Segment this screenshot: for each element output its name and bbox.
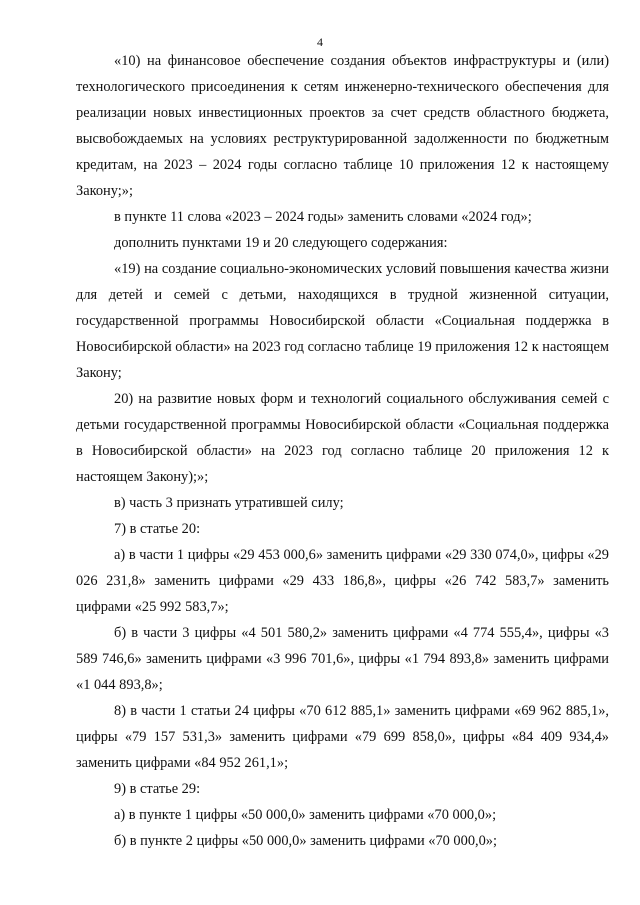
paragraph-part-3-void: в) часть 3 признать утратившей силу; (114, 495, 344, 511)
paragraph-article-29-item-1: а) в пункте 1 цифры «50 000,0» заменить цифрами «70 000,0»; (114, 807, 497, 823)
paragraph-article-20-part-1: а) в части 1 цифры «29 453 000,6» заменить цифрами «29 330 074,0», цифры «29 026 231,8» заменить цифрами «29 433 186,8», цифры «26 742 583,7» заменить цифрами «25 992 583,7»; (76, 547, 609, 615)
paragraph-add-items-intro: дополнить пунктами 19 и 20 следующего содержания: (114, 235, 448, 251)
page-number: 4 (317, 35, 323, 49)
paragraph-item-10: «10) на финансовое обеспечение создания объектов инфраструктуры и (или) технологического присоединения к сетям инженерно-технического обеспечения для реализации новых инвестиционных проектов за счет средств областного бюджета, высвобождаемых на условиях реструктурированной задолженности по бюджетным кредитам, на 2023 – 2024 годы согласно таблице 10 приложения 12 к настоящему Закону;»; (76, 53, 609, 199)
paragraph-item-19: «19) на создание социально-экономических условий повышения качества жизни для детей и семей с детьми, находящихся в трудной жизненной ситуации, государственной программы Новосибирской области «Социальная поддержка в Новосибирской области» на 2023 год согласно таблице 19 приложения 12 к настоящем Закону; (76, 261, 609, 381)
document-body (76, 48, 609, 854)
paragraph-article-29-item-2: б) в пункте 2 цифры «50 000,0» заменить цифрами «70 000,0»; (114, 833, 498, 849)
paragraph-item-20: 20) на развитие новых форм и технологий социального обслуживания семей с детьми государственной программы Новосибирской области «Социальная поддержка в Новосибирской области» на 2023 год согласно таблице 20 приложения 12 к настоящем Закону);»; (76, 391, 609, 485)
paragraph-article-20-part-3: б) в части 3 цифры «4 501 580,2» заменить цифрами «4 774 555,4», цифры «3 589 746,6» заменить цифрами «3 996 701,6», цифры «1 794 893,8» заменить цифрами «1 044 893,8»; (76, 625, 609, 693)
paragraph-article-20: 7) в статье 20: (114, 521, 201, 537)
paragraph-article-24: 8) в части 1 статьи 24 цифры «70 612 885,1» заменить цифрами «69 962 885,1», цифры «79 157 531,3» заменить цифрами «79 699 858,0», цифры «84 409 934,4» заменить цифрами «84 952 261,1»; (76, 703, 609, 771)
paragraph-article-29: 9) в статье 29: (114, 781, 201, 797)
paragraph-item-11-amendment: в пункте 11 слова «2023 – 2024 годы» заменить словами «2024 год»; (114, 209, 532, 225)
